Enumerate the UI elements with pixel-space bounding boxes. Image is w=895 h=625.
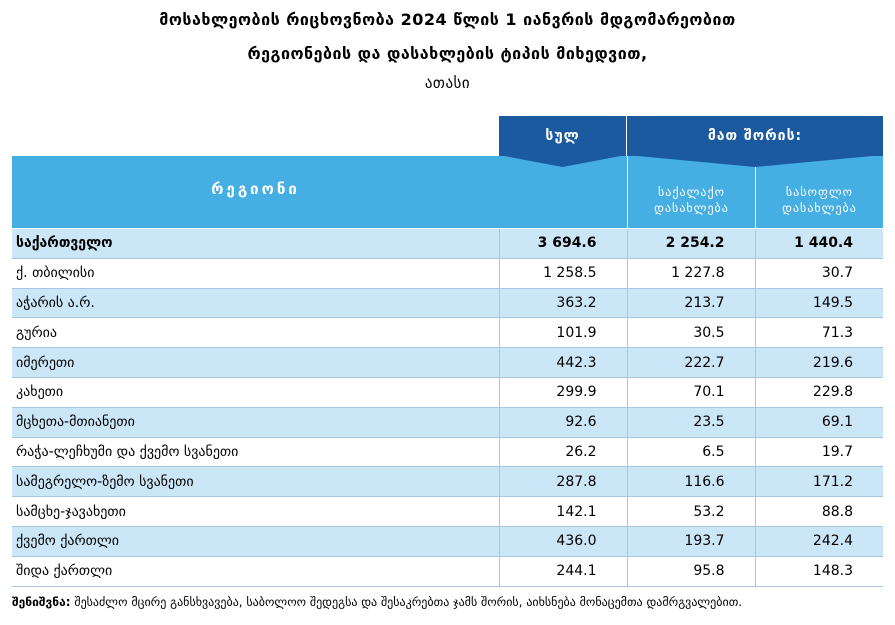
rural-cell: 149.5 <box>755 288 883 318</box>
header-region: რეგიონი <box>211 180 300 198</box>
table-row <box>12 407 883 437</box>
table-row <box>12 318 883 348</box>
table-row <box>12 526 883 556</box>
table-row <box>12 377 883 407</box>
total-cell: 1 258.5 <box>499 258 627 288</box>
total-cell: 363.2 <box>499 288 627 318</box>
total-cell: 244.1 <box>499 556 627 586</box>
region-cell: მცხეთა-მთიანეთი <box>12 407 499 437</box>
region-cell: სამეგრელო-ზემო სვანეთი <box>12 467 499 497</box>
footnote-label: შენიშვნა: <box>12 595 71 609</box>
region-cell: სამცხე-ჯავახეთი <box>12 497 499 527</box>
rural-cell: 219.6 <box>755 348 883 378</box>
urban-cell: 23.5 <box>627 407 755 437</box>
total-cell: 101.9 <box>499 318 627 348</box>
table-title-line2: რეგიონების და დასახლების ტიპის მიხედვით, <box>247 44 648 63</box>
header-rural-line2: დასახლება <box>782 201 857 215</box>
urban-cell: 70.1 <box>627 377 755 407</box>
rural-cell: 1 440.4 <box>755 229 883 258</box>
region-cell: რაჭა-ლეჩხუმი და ქვემო სვანეთი <box>12 437 499 467</box>
region-cell: იმერეთი <box>12 348 499 378</box>
header-total-chevron <box>499 155 626 167</box>
region-cell: აჭარის ა.რ. <box>12 288 499 318</box>
region-cell: ქვემო ქართლი <box>12 526 499 556</box>
urban-cell: 95.8 <box>627 556 755 586</box>
rural-cell: 88.8 <box>755 497 883 527</box>
table-row <box>12 556 883 586</box>
rural-cell: 171.2 <box>755 467 883 497</box>
rural-cell: 242.4 <box>755 526 883 556</box>
urban-cell: 193.7 <box>627 526 755 556</box>
rural-cell: 71.3 <box>755 318 883 348</box>
table-title-line1: მოსახლეობის რიცხოვნობა 2024 წლის 1 იანვრის მდგომარეობით <box>159 10 736 29</box>
header-urban-line2: დასახლება <box>654 201 729 215</box>
rural-cell: 69.1 <box>755 407 883 437</box>
total-cell: 26.2 <box>499 437 627 467</box>
rural-cell: 19.7 <box>755 437 883 467</box>
region-cell: ქ. თბილისი <box>12 258 499 288</box>
table-row <box>12 258 883 288</box>
urban-cell: 6.5 <box>627 437 755 467</box>
total-cell: 299.9 <box>499 377 627 407</box>
footnote-text: შესაძლო მცირე განსხვავება, საბოლოო შედეგსა და შესაკრებთა ჯამს შორის, აიხსნება მონაცემთა დამრგვალებით. <box>70 595 743 609</box>
total-cell: 436.0 <box>499 526 627 556</box>
header-total: სულ <box>499 116 626 156</box>
header-rural-line1: სასოფლო <box>785 185 854 199</box>
urban-cell: 53.2 <box>627 497 755 527</box>
table-row <box>12 229 883 258</box>
region-cell: კახეთი <box>12 377 499 407</box>
table-row <box>12 467 883 497</box>
total-cell: 287.8 <box>499 467 627 497</box>
region-cell: საქართველო <box>12 229 499 258</box>
rural-cell: 229.8 <box>755 377 883 407</box>
table-row <box>12 288 883 318</box>
urban-cell: 116.6 <box>627 467 755 497</box>
rural-cell: 148.3 <box>755 556 883 586</box>
total-cell: 142.1 <box>499 497 627 527</box>
header-among-chevron <box>627 155 883 167</box>
table-row <box>12 348 883 378</box>
urban-cell: 222.7 <box>627 348 755 378</box>
header-urban <box>628 184 755 216</box>
urban-cell: 213.7 <box>627 288 755 318</box>
region-cell: შიდა ქართლი <box>12 556 499 586</box>
total-cell: 442.3 <box>499 348 627 378</box>
total-cell: 92.6 <box>499 407 627 437</box>
footnote <box>12 595 742 609</box>
total-cell: 3 694.6 <box>499 229 627 258</box>
header-among: მათ შორის: <box>627 116 883 156</box>
table-row <box>12 497 883 527</box>
urban-cell: 30.5 <box>627 318 755 348</box>
table-unit: ათასი <box>424 74 471 92</box>
urban-cell: 2 254.2 <box>627 229 755 258</box>
population-table <box>12 229 883 587</box>
table-row <box>12 437 883 467</box>
header-urban-line1: საქალაქო <box>657 185 726 199</box>
region-cell: გურია <box>12 318 499 348</box>
rural-cell: 30.7 <box>755 258 883 288</box>
header-rural <box>756 184 883 216</box>
urban-cell: 1 227.8 <box>627 258 755 288</box>
